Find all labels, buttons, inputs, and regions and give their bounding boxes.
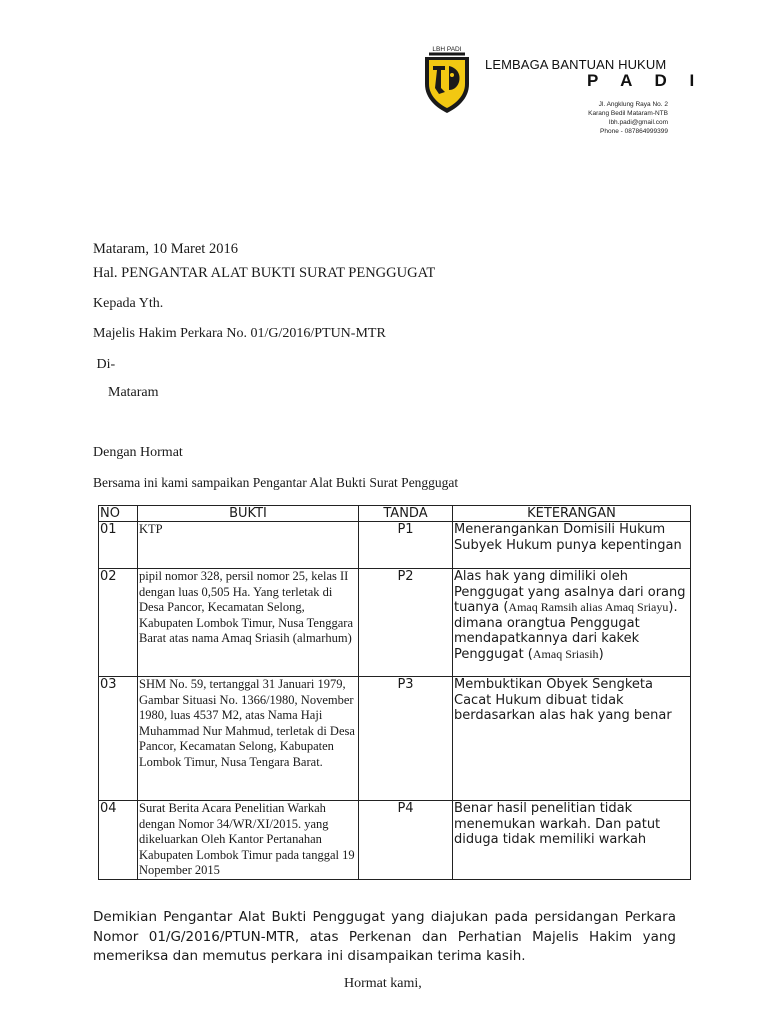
evidence-table: [98, 505, 691, 880]
cell-keterangan: [453, 569, 691, 677]
signoff: Hormat kami,: [344, 976, 422, 991]
cell-no: 01: [99, 522, 138, 569]
ket-name: Amaq Sriasih: [532, 646, 599, 661]
cell-keterangan: Membuktikan Obyek Sengketa Cacat Hukum dibuat tidak berdasarkan alas hak yang benar: [453, 677, 691, 801]
cell-tanda: P3: [359, 677, 453, 801]
to-label: Kepada Yth.: [93, 296, 164, 311]
header-bukti: BUKTI: [138, 506, 359, 522]
logo-text: LBH PADI: [432, 46, 462, 53]
recipient: Majelis Hakim Perkara No. 01/G/2016/PTUN-MTR: [93, 326, 386, 341]
ket-text: ). dimana orangtua Penggugat mendapatkannya dari kakek Penggugat (: [454, 600, 678, 662]
cell-no: 04: [99, 801, 138, 880]
cell-tanda: P4: [359, 801, 453, 880]
org-name: LEMBAGA BANTUAN HUKUM: [485, 57, 667, 72]
cell-keterangan: Menerangankan Domisili Hukum Subyek Hukum punya kepentingan: [453, 522, 691, 569]
ket-name: Amaq Ramsih alias Amaq Sriayu: [508, 600, 669, 614]
org-sub-name: P A D I: [587, 71, 704, 90]
intro-line: Bersama ini kami sampaikan Pengantar Alat Bukti Surat Penggugat: [93, 475, 459, 490]
cell-bukti: SHM No. 59, tertanggal 31 Januari 1979, Gambar Situasi No. 1366/1980, November 1980, luas 4537 M2, atas Nama Haji Muhammad Nur Mahmud, terletak di Desa Pancor, Kecamatan Selong, Kabupaten Lombok Timur, Nusa Tengara Barat.: [138, 677, 359, 801]
city-line: Mataram: [108, 385, 159, 400]
cell-tanda: P2: [359, 569, 453, 677]
header-keterangan: KETERANGAN: [453, 506, 691, 522]
place-date: Mataram, 10 Maret 2016: [93, 241, 238, 257]
ket-text: ): [598, 646, 604, 662]
table-header-row: [99, 506, 691, 522]
greeting: Dengan Hormat: [93, 445, 183, 460]
cell-bukti: pipil nomor 328, persil nomor 25, kelas II dengan luas 0,505 Ha. Yang terletak di Desa Pancor, Kecamatan Selong, Kabupaten Lombok Timur, Nusa Tenggara Barat atas nama Amaq Sriasih (almarhum): [138, 569, 359, 677]
cell-bukti: Surat Berita Acara Penelitian Warkah dengan Nomor 34/WR/XI/2015. yang dikeluarkan Oleh Kantor Pertanahan Kabupaten Lombok Timur pada tanggal 19 Nopember 2015: [138, 801, 359, 880]
lbh-padi-logo: [419, 44, 475, 114]
table-row: [99, 569, 691, 677]
di-line: Di-: [93, 357, 116, 372]
closing-paragraph: Demikian Pengantar Alat Bukti Penggugat yang diajukan pada persidangan Perkara Nomor 01/G/2016/PTUN-MTR, atas Perkenan dan Perhatian Majelis Hakim yang memeriksa dan memutus perkara ini disampaikan terima kasih.: [93, 909, 676, 964]
subject-line: Hal. PENGANTAR ALAT BUKTI SURAT PENGGUGAT: [93, 265, 436, 281]
cell-no: 03: [99, 677, 138, 801]
header-tanda: TANDA: [359, 506, 453, 522]
ket-text: Alas hak yang dimiliki oleh Penggugat yang asalnya dari orang tuanya (: [454, 569, 686, 615]
address-line: Jl. Angklung Raya No. 2: [598, 101, 668, 108]
cell-keterangan: Benar hasil penelitian tidak menemukan warkah. Dan patut diduga tidak memiliki warkah: [453, 801, 691, 880]
header-no: NO: [99, 506, 138, 522]
cell-no: 02: [99, 569, 138, 677]
address-line: Karang Bedil Mataram-NTB: [588, 110, 668, 117]
table-row: [99, 801, 691, 880]
cell-tanda: P1: [359, 522, 453, 569]
email-line: lbh.padi@gmail.com: [609, 119, 668, 126]
table-row: [99, 522, 691, 569]
table-row: [99, 677, 691, 801]
phone-line: Phone - 087864999399: [600, 128, 668, 135]
cell-bukti: KTP: [138, 522, 359, 569]
